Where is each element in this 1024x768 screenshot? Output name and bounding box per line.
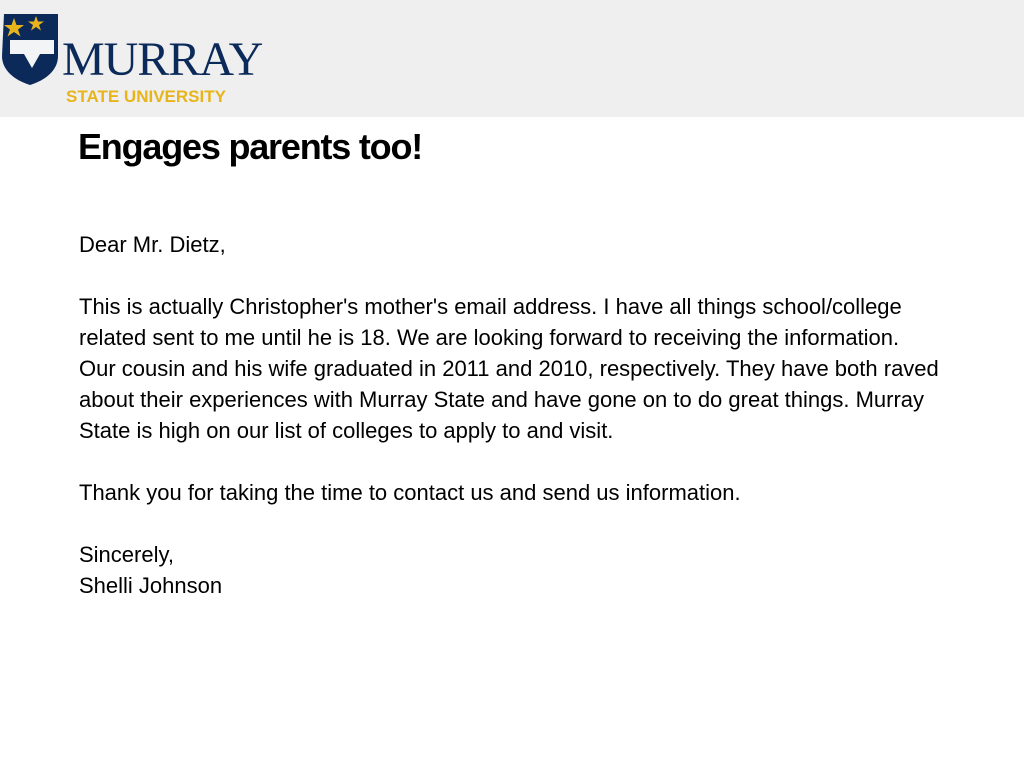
parent-letter [79,229,939,601]
murray-state-logo [0,0,290,117]
letter-signature: Shelli Johnson [79,573,223,598]
logo-wordmark: MURRAY [62,33,263,86]
paragraph-gap [79,446,939,477]
logo-subtitle: STATE UNIVERSITY [66,87,226,106]
paragraph-gap [79,260,939,291]
letter-thanks-paragraph: Thank you for taking the time to contact us and send us information. [79,480,741,505]
shield-star-icon [0,10,62,86]
paragraph-gap [79,508,939,539]
letter-closing: Sincerely, [79,542,174,567]
letter-body-paragraph: This is actually Christopher's mother's email address. I have all things school/college related sent to me until he is 18. We are looking forward to receiving the information. Our cousin and his wife graduated in 2011 and 2010, respectively. They have both raved about their experiences with Murray State and have gone on to do great things. Murray State is high on our list of colleges to apply to and visit. [79,294,939,443]
slide-title: Engages parents too! [78,126,423,167]
letter-salutation: Dear Mr. Dietz, [79,232,226,257]
